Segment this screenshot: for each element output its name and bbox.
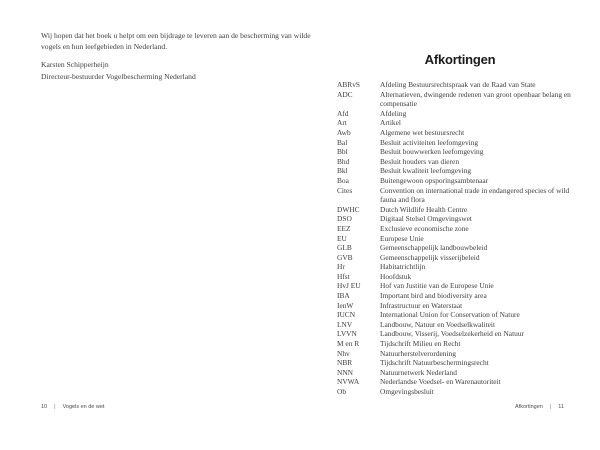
signature-block bbox=[41, 59, 315, 82]
abbreviation-row bbox=[337, 301, 587, 311]
abbreviation-definition: Important bird and biodiversity area bbox=[380, 291, 487, 301]
abbreviation-definition: Besluit kwaliteit leefomgeving bbox=[380, 166, 472, 176]
abbreviation-term: ABRvS bbox=[337, 80, 361, 89]
abbreviation-term: Hr bbox=[337, 262, 345, 272]
abbreviation-row bbox=[337, 281, 587, 291]
abbreviation-term: Awb bbox=[337, 127, 351, 137]
abbreviation-definition: International Union for Conservation of Nature bbox=[380, 310, 520, 320]
abbreviation-term: LVVN bbox=[337, 329, 357, 339]
abbreviation-row bbox=[337, 291, 587, 301]
abbreviation-definition: Landbouw, Natuur en Voedselkwaliteit bbox=[380, 319, 496, 329]
right-page-number: 11 bbox=[558, 404, 564, 410]
left-page-footer bbox=[41, 404, 104, 410]
abbreviation-row bbox=[337, 214, 587, 224]
abbreviation-term: Art bbox=[337, 118, 347, 128]
abbreviation-term: HvJ EU bbox=[337, 281, 361, 291]
abbreviation-definition: Convention on international trade in endangered species of wild fauna and flora bbox=[380, 185, 570, 205]
abbreviation-row bbox=[337, 262, 587, 272]
signature-role: Directeur-bestuurder Vogelbescherming Nederland bbox=[41, 71, 196, 81]
abbreviation-row bbox=[337, 329, 587, 339]
abbreviation-row bbox=[337, 128, 587, 138]
abbreviation-row bbox=[337, 138, 587, 148]
abbreviation-row bbox=[337, 310, 587, 320]
footer-separator: | bbox=[549, 404, 552, 410]
abbreviation-row bbox=[337, 80, 587, 90]
abbreviation-definition: Omgevingsbesluit bbox=[380, 387, 434, 396]
abbreviation-row bbox=[337, 358, 587, 368]
abbreviation-definition: Besluit bouwwerken leefomgeving bbox=[380, 147, 484, 157]
abbreviation-term: GVB bbox=[337, 252, 353, 262]
abbreviation-term: EU bbox=[337, 233, 347, 243]
abbreviation-definition: Nederlandse Voedsel- en Warenautoriteit bbox=[380, 377, 501, 387]
abbreviation-term: LNV bbox=[337, 319, 353, 329]
abbreviation-row bbox=[337, 368, 587, 378]
abbreviation-definition: Artikel bbox=[380, 118, 401, 128]
abbreviation-row bbox=[337, 176, 587, 186]
abbreviation-definition: Besluit activiteiten leefomgeving bbox=[380, 137, 479, 147]
abbreviation-term: Bal bbox=[337, 137, 348, 147]
abbreviation-definition: Hof van Justitie van de Europese Unie bbox=[380, 281, 494, 291]
abbreviation-term: IBA bbox=[337, 291, 350, 301]
abbreviation-definition: Algemene wet bestuursrecht bbox=[380, 127, 465, 137]
abbreviation-row bbox=[337, 320, 587, 330]
abbreviation-term: IUCN bbox=[337, 310, 356, 320]
abbreviation-term: DWHC bbox=[337, 204, 360, 214]
abbreviation-row bbox=[337, 377, 587, 387]
abbreviation-row bbox=[337, 109, 587, 119]
abbreviation-term: DSO bbox=[337, 214, 352, 224]
abbreviation-definition: Tijdschrift Natuurbeschermingsrecht bbox=[380, 358, 489, 368]
right-page-footer bbox=[515, 404, 564, 410]
abbreviation-term: NBR bbox=[337, 358, 353, 368]
abbreviation-row bbox=[337, 90, 587, 109]
abbreviation-definition: Landbouw, Visserij, Voedselzekerheid en Natuur bbox=[380, 329, 524, 339]
abbreviation-row bbox=[337, 349, 587, 359]
abbreviation-definition: Exclusieve economische zone bbox=[380, 223, 469, 233]
abbreviation-term: Ob bbox=[337, 387, 347, 396]
left-page-number: 10 bbox=[41, 404, 48, 410]
abbreviation-definition: Hoofdstuk bbox=[380, 271, 412, 281]
signature-name: Karsten Schipperheijn bbox=[41, 60, 109, 69]
abbreviation-definition: Natuurnetwerk Nederland bbox=[380, 367, 457, 377]
abbreviation-row bbox=[337, 147, 587, 157]
abbreviation-definition: Gemeenschappelijk landbouwbeleid bbox=[380, 243, 488, 253]
abbreviation-term: NNN bbox=[337, 367, 354, 377]
abbreviation-row bbox=[337, 186, 587, 205]
chapter-title: Afkortingen bbox=[424, 52, 496, 67]
abbreviation-row bbox=[337, 205, 587, 215]
abbreviation-row bbox=[337, 272, 587, 282]
abbreviation-term: ADC bbox=[337, 89, 353, 99]
abbreviation-term: Bbl bbox=[337, 147, 348, 157]
abbreviation-term: Bkl bbox=[337, 166, 348, 176]
abbreviation-term: Boa bbox=[337, 175, 349, 185]
abbreviation-row bbox=[337, 387, 587, 397]
footer-separator: | bbox=[54, 404, 56, 410]
abbreviation-definition: Gemeenschappelijk visserijbeleid bbox=[380, 252, 480, 262]
abbreviation-definition: Infrastructuur en Waterstaat bbox=[380, 300, 463, 310]
abbreviation-row bbox=[337, 253, 587, 263]
abbreviation-row bbox=[337, 224, 587, 234]
section-running-head: Afkortingen bbox=[515, 404, 543, 410]
abbreviation-definition: Digitaal Stelsel Omgevingswet bbox=[380, 214, 472, 224]
abbreviation-term: M en R bbox=[337, 339, 360, 349]
intro-paragraph: Wij hopen dat het boek u helpt om een bijdrage te leveren aan de bescherming van wilde vogels en hun leefgebieden in Nederland. bbox=[41, 31, 311, 51]
abbreviation-term: Bhd bbox=[337, 156, 350, 166]
abbreviation-definition: Tijdschrift Milieu en Recht bbox=[380, 339, 461, 349]
abbreviation-definition: Habitatrichtlijn bbox=[380, 262, 426, 272]
abbreviation-row bbox=[337, 157, 587, 167]
abbreviation-definition: Dutch Wildlife Health Centre bbox=[380, 204, 468, 214]
book-title-running-head: Vogels en de wet bbox=[62, 404, 105, 410]
abbreviation-definition: Natuurherstelverordening bbox=[380, 348, 456, 358]
abbreviation-term: GLB bbox=[337, 243, 352, 253]
abbreviation-row bbox=[337, 339, 587, 349]
abbreviation-list bbox=[337, 80, 587, 397]
abbreviation-term: EEZ bbox=[337, 223, 351, 233]
abbreviation-definition: Afdeling Bestuursrechtspraak van de Raad van State bbox=[380, 80, 536, 89]
abbreviation-term: Hfst bbox=[337, 271, 350, 281]
abbreviation-term: IenW bbox=[337, 300, 354, 310]
abbreviation-term: Cites bbox=[337, 185, 353, 195]
abbreviation-row bbox=[337, 234, 587, 244]
abbreviation-row bbox=[337, 118, 587, 128]
abbreviation-definition: Europese Unie bbox=[380, 233, 424, 243]
abbreviation-term: Nhv bbox=[337, 348, 350, 358]
abbreviation-row bbox=[337, 243, 587, 253]
abbreviation-term: Afd bbox=[337, 108, 349, 118]
abbreviation-row bbox=[337, 166, 587, 176]
abbreviation-definition: Alternatieven, dwingende redenen van groot openbaar belang en compensatie bbox=[380, 89, 571, 109]
abbreviation-definition: Besluit houders van dieren bbox=[380, 156, 460, 166]
abbreviation-term: NVWA bbox=[337, 377, 360, 387]
abbreviation-definition: Buitengewoon opsporingsambtenaar bbox=[380, 175, 489, 185]
abbreviation-definition: Afdeling bbox=[380, 108, 407, 118]
